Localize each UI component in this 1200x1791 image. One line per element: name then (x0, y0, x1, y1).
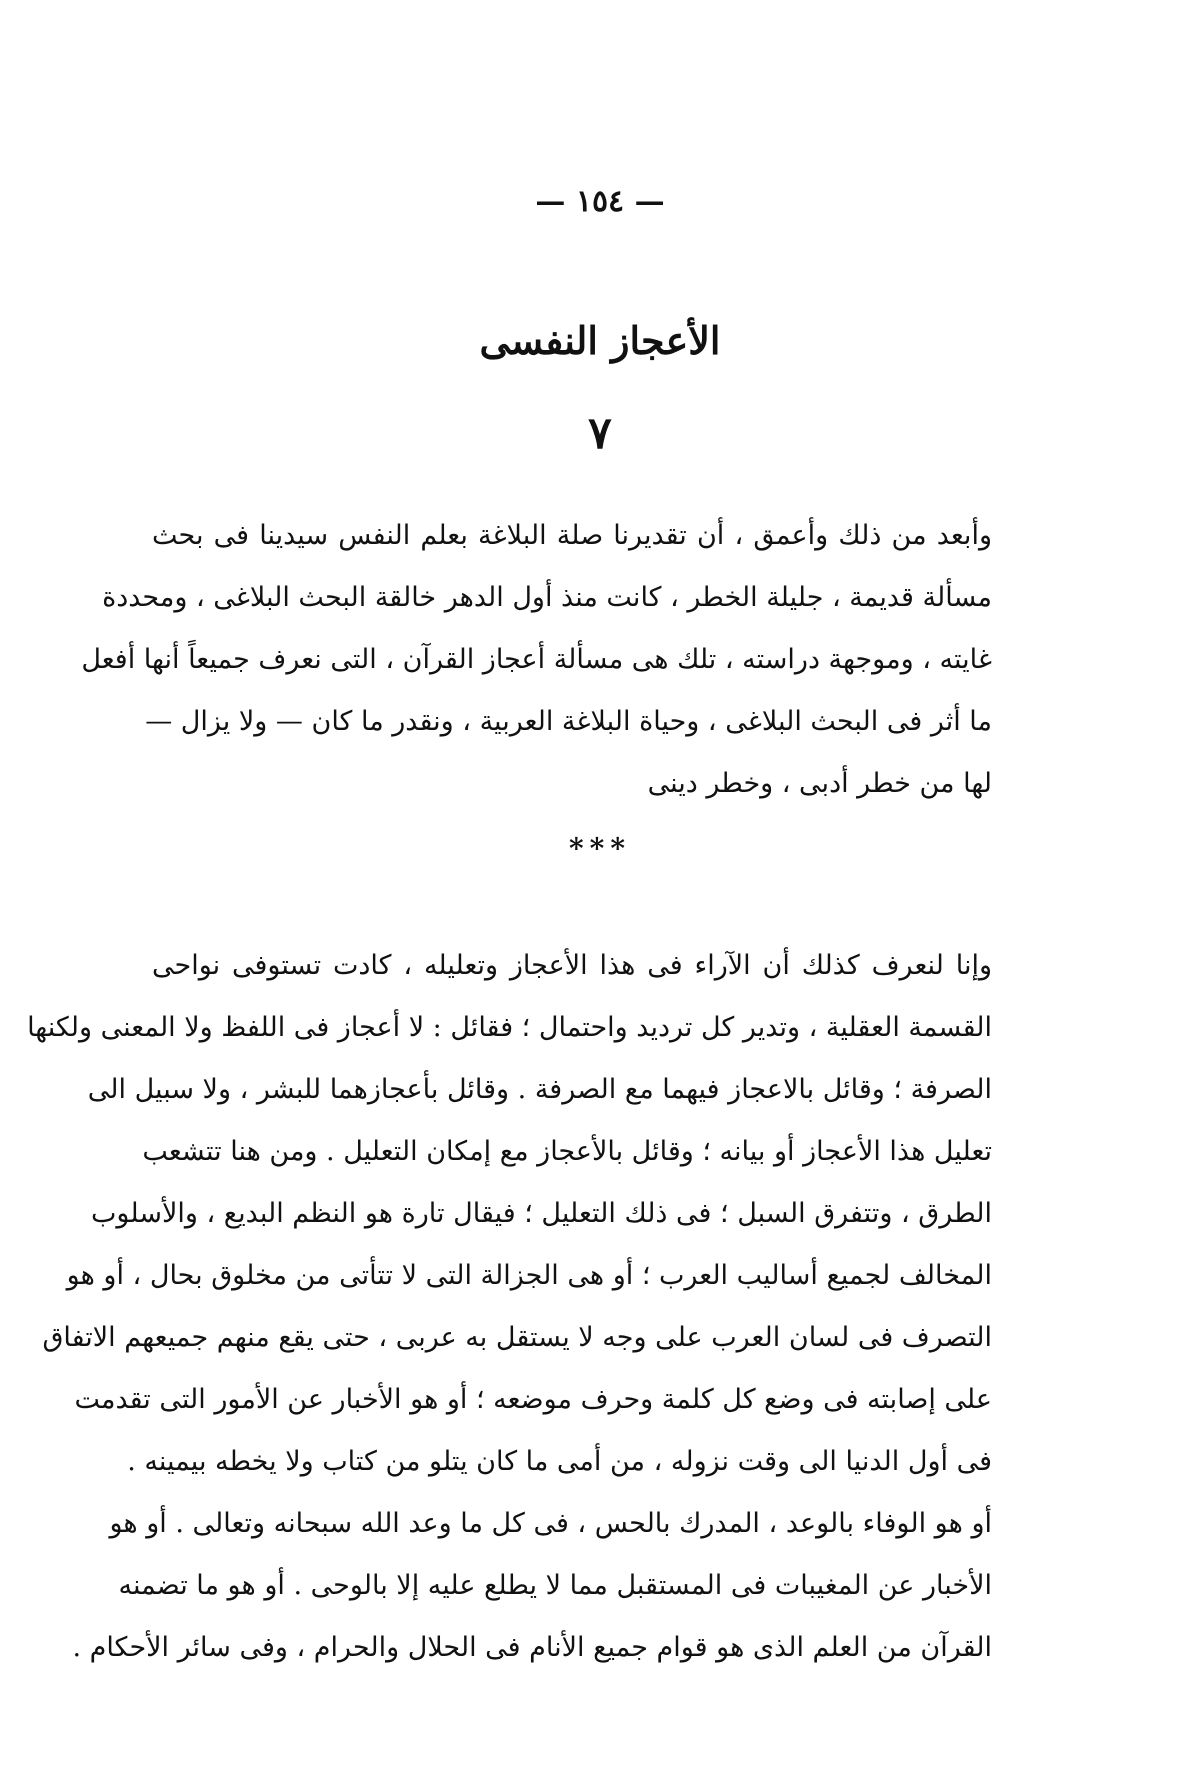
text-line: الطرق ، وتتفرق السبل ؛ فى ذلك التعليل ؛ فيقال تارة هو النظم البديع ، والأسلوب (91, 1198, 992, 1229)
section-separator: *** (569, 832, 631, 865)
text-line: وأبعد من ذلك وأعمق ، أن تقديرنا صلة البلاغة بعلم النفس سيدينا فى بحث (152, 520, 992, 551)
text-line: فى أول الدنيا الى وقت نزوله ، من أمى ما كان يتلو من كتاب ولا يخطه بيمينه . (127, 1446, 992, 1477)
text-line: مسألة قديمة ، جليلة الخطر ، كانت منذ أول الدهر خالقة البحث البلاغى ، ومحددة (102, 582, 992, 613)
text-line: وإنا لنعرف كذلك أن الآراء فى هذا الأعجاز وتعليله ، كادت تستوفى نواحى (152, 950, 992, 981)
text-line: ما أثر فى البحث البلاغى ، وحياة البلاغة العربية ، ونقدر ما كان — ولا يزال — (145, 706, 992, 737)
text-line: التصرف فى لسان العرب على وجه لا يستقل به عربى ، حتى يقع منهم جميعهم الاتفاق (42, 1322, 992, 1353)
text-line: الأخبار عن المغيبات فى المستقبل مما لا يطلع عليه إلا بالوحى . أو هو ما تضمنه (118, 1570, 992, 1601)
chapter-number: ٧ (588, 408, 612, 459)
page-number: — ١٥٤ — (535, 184, 665, 219)
text-line: غايته ، وموجهة دراسته ، تلك هى مسألة أعجاز القرآن ، التى نعرف جميعاً أنها أفعل (81, 644, 992, 675)
text-line: القرآن من العلم الذى هو قوام جميع الأنام فى الحلال والحرام ، وفى سائر الأحكام . (72, 1632, 992, 1663)
text-line: المخالف لجميع أساليب العرب ؛ أو هى الجزالة التى لا تتأتى من مخلوق بحال ، أو هو (66, 1260, 992, 1291)
paragraph-1 (81, 505, 992, 815)
text-line: لها من خطر أدبى ، وخطر دينى (647, 768, 992, 799)
paragraph-2 (27, 935, 992, 1679)
text-line: الصرفة ؛ وقائل بالاعجاز فيهما مع الصرفة . وقائل بأعجازهما للبشر ، ولا سبيل الى (87, 1074, 992, 1105)
chapter-title: الأعجاز النفسى (479, 318, 721, 363)
text-line: تعليل هذا الأعجاز أو بيانه ؛ وقائل بالأعجاز مع إمكان التعليل . ومن هنا تتشعب (142, 1136, 992, 1167)
text-line: القسمة العقلية ، وتدير كل ترديد واحتمال ؛ فقائل : لا أعجاز فى اللفظ ولا المعنى ولكنها (27, 1012, 992, 1043)
text-line: أو هو الوفاء بالوعد ، المدرك بالحس ، فى كل ما وعد الله سبحانه وتعالى . أو هو (109, 1508, 992, 1539)
text-line: على إصابته فى وضع كل كلمة وحرف موضعه ؛ أو هو الأخبار عن الأمور التى تقدمت (74, 1384, 992, 1415)
